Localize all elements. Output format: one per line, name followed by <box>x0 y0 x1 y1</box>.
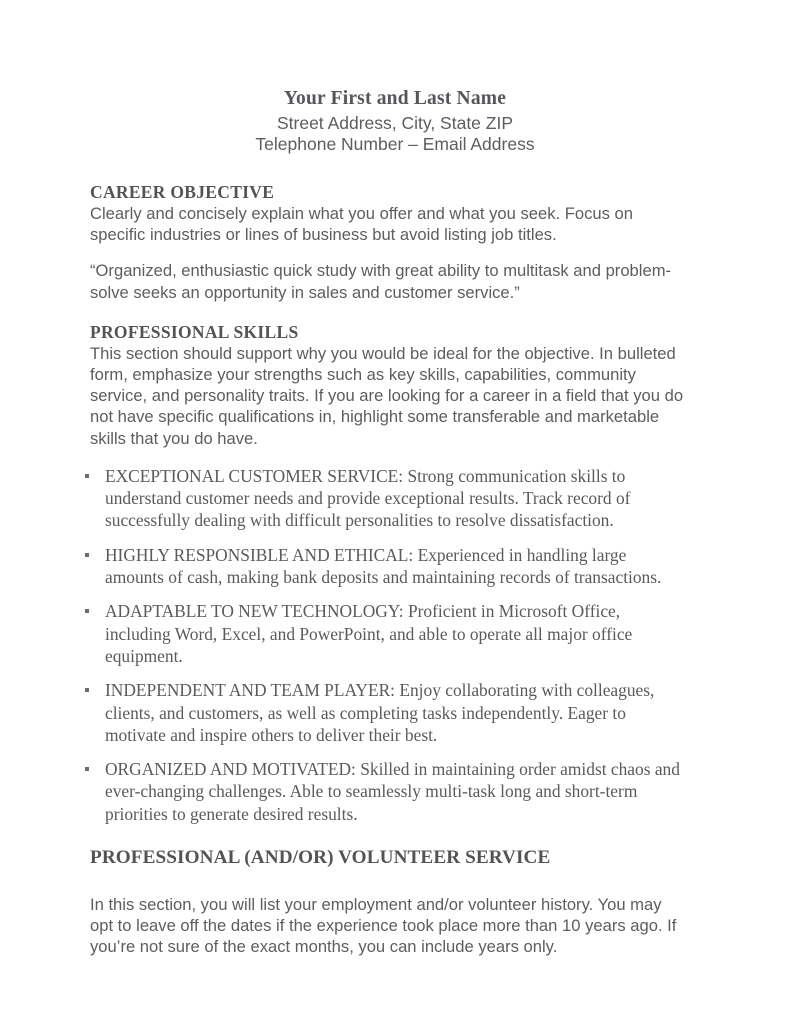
list-item-text: INDEPENDENT AND TEAM PLAYER: Enjoy collaborating with colleagues, clients, and customers, as well as completing tasks independently. Eager to motivate and inspire others to deliver their best. <box>105 680 655 745</box>
square-bullet-icon <box>85 553 89 557</box>
professional-skills-description: This section should support why you would be ideal for the objective. In bulleted form, emphasize your strengths such as key skills, capabilities, community service, and personality traits. If you are looking for a career in a field that you do not have specific qualifications in, highlight some transferable and marketable skills that you do have. <box>90 343 684 448</box>
list-item <box>90 679 686 746</box>
telephone-email-line: Telephone Number – Email Address <box>255 134 535 154</box>
document-body <box>0 182 790 958</box>
square-bullet-icon <box>85 688 89 692</box>
list-item <box>90 758 686 825</box>
applicant-name: Your First and Last Name <box>283 88 507 109</box>
volunteer-service-description: In this section, you will list your employment and/or volunteer history. You may opt to leave off the dates if the experience took place more than 10 years ago. If you’re not sure of the exact months, you can include years only. <box>90 894 677 957</box>
square-bullet-icon <box>85 474 89 478</box>
square-bullet-icon <box>85 767 89 771</box>
professional-skills-section <box>90 322 686 825</box>
career-objective-heading: CAREER OBJECTIVE <box>90 182 275 202</box>
list-item-text: ADAPTABLE TO NEW TECHNOLOGY: Proficient in Microsoft Office, including Word, Excel, and PowerPoint, and able to operate all major office equipment. <box>105 601 633 666</box>
list-item-text: HIGHLY RESPONSIBLE AND ETHICAL: Experienced in handling large amounts of cash, making bank deposits and maintaining records of transactions. <box>105 544 662 588</box>
list-item-text: EXCEPTIONAL CUSTOMER SERVICE: Strong communication skills to understand customer needs and provide exceptional results. Track record of successfully dealing with difficult personalities to resolve dissatisfaction. <box>105 465 631 531</box>
professional-skills-heading: PROFESSIONAL SKILLS <box>90 321 299 342</box>
volunteer-service-heading: PROFESSIONAL (AND/OR) VOLUNTEER SERVICE <box>90 846 551 868</box>
volunteer-service-section <box>90 848 686 958</box>
career-objective-example: “Organized, enthusiastic quick study with great ability to multitask and problem-solve seeks an opportunity in sales and customer service.” <box>90 261 672 302</box>
list-item <box>90 465 686 532</box>
skills-bullet-list <box>90 465 686 825</box>
street-address-line: Street Address, City, State ZIP <box>276 113 514 133</box>
resume-header <box>0 0 790 155</box>
square-bullet-icon <box>85 609 89 613</box>
career-objective-section <box>90 182 686 303</box>
career-objective-description: Clearly and concisely explain what you offer and what you seek. Focus on specific industries or lines of business but avoid listing job titles. <box>90 204 633 245</box>
list-item <box>90 544 686 589</box>
list-item-text: ORGANIZED AND MOTIVATED: Skilled in maintaining order amidst chaos and ever-changing challenges. Able to seamlessly multi-task long and short-term priorities to generate desired results. <box>105 759 680 824</box>
list-item <box>90 600 686 667</box>
